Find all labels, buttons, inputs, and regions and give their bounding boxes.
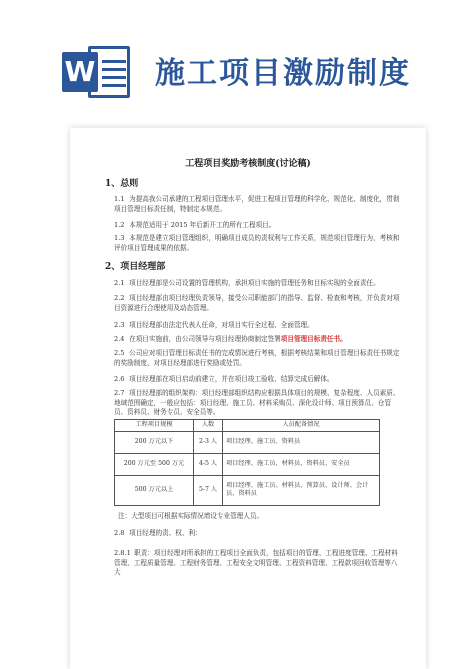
document-title: 工程项目奖励考核制度(讨论稿) [185,159,311,169]
table-cell: 5-7 人 [194,475,223,505]
paragraph-number: 2.2 [114,294,125,302]
section-heading: 2、项目经理部 [105,262,166,272]
table-cell: 2-3 人 [194,431,223,453]
paragraph [114,349,404,368]
paragraph [114,294,404,313]
logo-line [102,76,126,79]
table-header-cell: 工程项目规模 [115,420,194,432]
document-sheet [70,128,426,669]
paragraph-number: 2.6 [114,375,125,383]
logo-line [102,60,126,63]
table-cell: 200 万元以下 [115,431,194,453]
paragraph-number: 1.2 [114,221,125,229]
table-row [115,431,380,453]
note: 注：大型项目可根据实际情况增设专业管理人员。 [118,512,264,520]
paragraph-number: 1.1 [114,195,125,203]
paragraph-text: 本规范是建立项目管理组织，明确项目成员的责权利与工作关系，规范项目管理行为，考核和评价项目管理成果的依据。 [114,234,400,252]
paragraph [114,335,404,345]
table-cell: 4-5 人 [194,453,223,475]
paragraph-number: 2.3 [114,321,125,329]
table-cell: 项目经理、施工员、材料员、预算员、设计师、会计员、资料员 [223,475,380,505]
paragraph [114,321,404,331]
table-cell: 项目经理、施工员、材料员、资料员、安全员 [223,453,380,475]
logo-line [102,68,126,71]
paragraph [114,549,404,578]
table-cell: 200 万元至 500 万元 [115,453,194,475]
paragraph-number: 2.4 [114,335,125,343]
paragraph-text: 项目经理部在项目启动前建立，并在项目竣工验收、结算完成后解体。 [129,375,334,383]
paragraph [114,529,404,539]
table-row [115,475,380,505]
table-header-row [115,420,380,432]
banner [0,0,474,110]
paragraph-text: 项目经理部由法定代表人任命，对项目实行全过程、全面管理。 [129,321,314,329]
paragraph-text: 项目经理部的组织架构：项目经理部组织结构应根据具体项目的规模、复杂程度、人员素质、地域范围确定，一般应包括：项目经理、施工员、材料采购员、深化设计师、项目预算员、仓管员、资料员、财务专员、安全员等。 [114,389,400,417]
paragraph-number: 2.8.1 [114,549,131,557]
table-cell: 项目经理、施工员、资料员 [223,431,380,453]
paragraph-number: 2.5 [114,349,125,357]
table-header-cell: 人数 [194,420,223,432]
paragraph [114,389,404,418]
paragraph-text: 公司应对项目管理目标责任书的完成情况进行考核，根据考核结果和项目管理目标责任书规定的奖励制度，对项目经理部进行奖励或处罚。 [114,349,400,367]
paragraph-number: 2.8 [114,529,125,537]
table-cell: 500 万元以上 [115,475,194,505]
logo-letter: W [62,52,98,92]
paragraph-text: 项目经理部是公司设置的管理机构，承担项目实施的管理任务和目标实现的全面责任。 [129,279,380,287]
paragraph [114,221,404,231]
paragraph-text: 职责：项目经理对所承担的工程项目全面负责，包括项目的管理、工程进度管理、工程材料管理、工程质量管理、工程财务管理、工程安全文明管理、工程资料管理、工程款项回收管理等八大 [114,549,398,577]
paragraph-text: 在项目实施前，由公司领导与项目经理协商制定签署 [129,335,281,343]
word-logo-icon [60,42,130,102]
paragraph-text: 为提高我公司承建的工程项目管理水平，促进工程项目管理的科学化、规范化、制度化，贯彻项目管理目标责任制，特制定本规范。 [114,195,400,213]
table-row [115,453,380,475]
paragraph-text: 项目经理部由项目经理负责领导，接受公司职能部门的指导、监督、检查和考核，并负责对项目资源进行合理使用及动态管理。 [114,294,400,312]
paragraph [114,375,404,385]
paragraph [114,279,404,289]
banner-title: 施工项目激励制度 [155,56,411,91]
paragraph-text: 项目经理的责、权、利： [129,529,202,537]
logo-line [102,84,126,87]
highlighted-text: 项目管理目标责任书。 [280,335,347,343]
paragraph [114,195,404,214]
paragraph-text: 本规范适用于 2015 年后新开工的所有工程项目。 [129,221,276,229]
paragraph-number: 1.3 [114,234,125,242]
paragraph [114,234,404,253]
paragraph-number: 2.1 [114,279,125,287]
paragraph-number: 2.7 [114,389,125,397]
table-header-cell: 人员配备情况 [223,420,380,432]
section-heading: 1、总则 [105,179,139,189]
staffing-table [114,419,380,506]
